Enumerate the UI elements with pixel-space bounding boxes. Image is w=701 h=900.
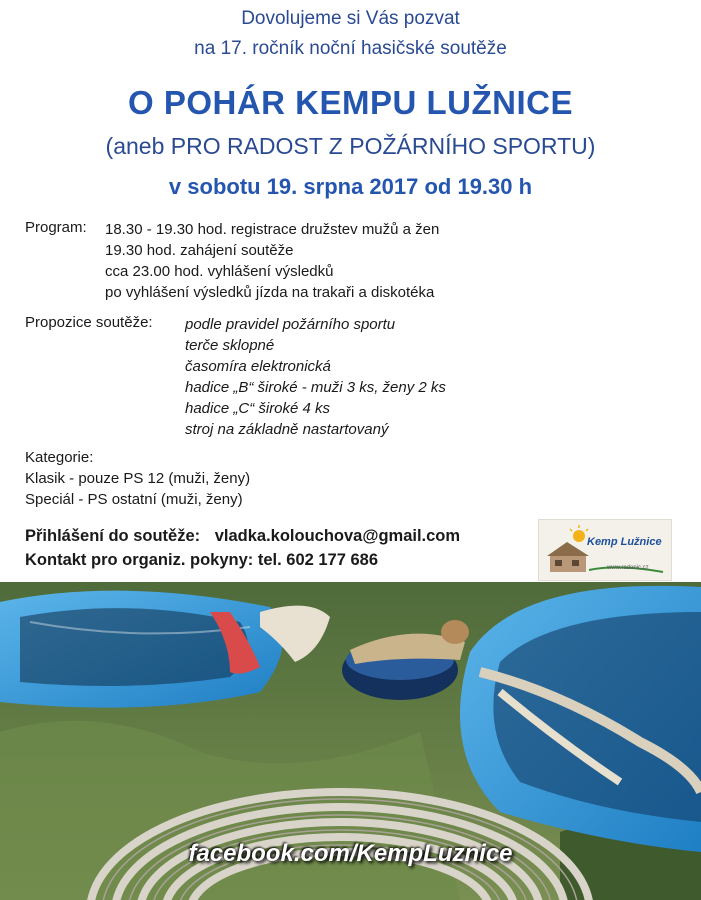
event-date: v sobotu 19. srpna 2017 od 19.30 h — [168, 174, 533, 199]
event-subtitle: (aneb PRO RADOST Z POŽÁRNÍHO SPORTU) — [105, 133, 596, 159]
propozice-item: časomíra elektronická — [185, 358, 331, 375]
facebook-link[interactable]: facebook.com/KempLuznice — [188, 840, 513, 867]
program-list — [105, 219, 439, 303]
registration-email[interactable]: vladka.kolouchova@gmail.com — [214, 527, 461, 545]
program-item: po vyhlášení výsledků jízda na trakaři a diskotéka — [105, 284, 435, 301]
kemp-luznice-logo — [538, 519, 672, 581]
propozice-item: hadice „C“ široké 4 ks — [185, 400, 331, 417]
event-title: O POHÁR KEMPU LUŽNICE — [127, 84, 573, 121]
logo-name: Kemp Lužnice — [587, 536, 662, 548]
program-item: cca 23.00 hod. vyhlášení výsledků — [105, 263, 334, 280]
propozice-item: terče sklopné — [185, 337, 275, 354]
registration-label: Přihlášení do soutěže: — [25, 527, 201, 545]
kategorie-label: Kategorie: — [25, 449, 94, 466]
registration-line — [25, 526, 460, 547]
kategorie-item: Klasik - pouze PS 12 (muži, ženy) — [25, 470, 251, 487]
propozice-list — [185, 314, 446, 440]
intro-line-1: Dovolujeme si Vás pozvat — [241, 8, 460, 29]
propozice-item: stroj na základně nastartovaný — [185, 421, 389, 438]
program-item: 18.30 - 19.30 hod. registrace družstev mužů a žen — [105, 221, 440, 238]
contact-line: Kontakt pro organiz. pokyny: tel. 602 177 686 — [25, 551, 379, 569]
program-label: Program: — [25, 219, 87, 236]
propozice-label: Propozice soutěže: — [25, 314, 153, 331]
kategorie-item: Speciál - PS ostatní (muži, ženy) — [25, 491, 243, 508]
helmets-photo — [0, 582, 701, 900]
program-item: 19.30 hod. zahájení soutěže — [105, 242, 294, 259]
propozice-item: podle pravidel požárního sportu — [185, 316, 396, 333]
kategorie-block — [25, 447, 250, 510]
logo-url: www.radonic.cz — [607, 565, 649, 571]
cabin-icon — [539, 520, 671, 580]
intro-line-2: na 17. ročník noční hasičské soutěže — [194, 38, 507, 59]
propozice-item: hadice „B“ široké - muži 3 ks, ženy 2 ks — [185, 379, 446, 396]
